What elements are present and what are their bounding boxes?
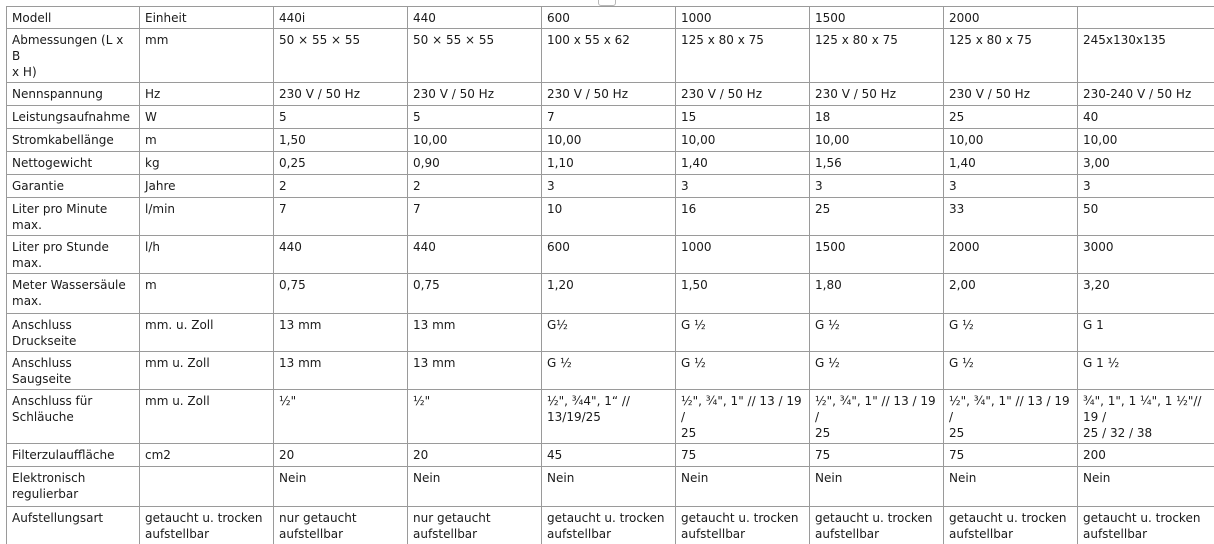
table-row xyxy=(7,7,1214,29)
table-cell: 13 mm xyxy=(274,314,408,352)
table-cell: m xyxy=(140,129,274,152)
table-cell: 10,00 xyxy=(542,129,676,152)
table-cell: 15 xyxy=(676,106,810,129)
table-row xyxy=(7,236,1214,274)
table-cell: mm u. Zoll xyxy=(140,352,274,390)
table-row xyxy=(7,198,1214,236)
table-cell: getaucht u. trocken aufstellbar xyxy=(944,507,1078,544)
table-cell: G ½ xyxy=(944,352,1078,390)
row-label-cell: Abmessungen (L x B x H) xyxy=(7,29,140,83)
header-cell xyxy=(1078,7,1214,29)
table-cell xyxy=(140,467,274,507)
table-cell: 3 xyxy=(944,175,1078,198)
table-cell: 1,20 xyxy=(542,274,676,314)
row-label-cell: Liter pro Minute max. xyxy=(7,198,140,236)
table-cell: 10,00 xyxy=(408,129,542,152)
table-cell: 3 xyxy=(676,175,810,198)
table-cell: 3 xyxy=(542,175,676,198)
row-label-cell: Anschluss für Schläuche xyxy=(7,390,140,444)
row-label-cell: Stromkabellänge xyxy=(7,129,140,152)
table-cell: 0,25 xyxy=(274,152,408,175)
table-cell: 50 × 55 × 55 xyxy=(274,29,408,83)
table-cell: Nein xyxy=(676,467,810,507)
table-cell: ½" xyxy=(408,390,542,444)
table-cell: nur getaucht aufstellbar xyxy=(274,507,408,544)
table-cell: 1500 xyxy=(810,236,944,274)
table-cell: 125 x 80 x 75 xyxy=(676,29,810,83)
table-cell: Nein xyxy=(542,467,676,507)
table-cell: G ½ xyxy=(676,314,810,352)
table-cell: l/h xyxy=(140,236,274,274)
row-label-cell: Elektronisch regulierbar xyxy=(7,467,140,507)
row-label-cell: Filterzulauffläche xyxy=(7,444,140,467)
table-cell: 10,00 xyxy=(944,129,1078,152)
table-cell: 25 xyxy=(944,106,1078,129)
table-cell: 40 xyxy=(1078,106,1214,129)
table-cell: 125 x 80 x 75 xyxy=(944,29,1078,83)
scroll-handle-icon[interactable] xyxy=(598,0,616,6)
table-row xyxy=(7,106,1214,129)
header-cell: 1500 xyxy=(810,7,944,29)
table-cell: ¾", 1", 1 ¼", 1 ½"// 19 / 25 / 32 / 38 xyxy=(1078,390,1214,444)
table-cell: G ½ xyxy=(542,352,676,390)
table-cell: G ½ xyxy=(810,352,944,390)
table-cell: 1,56 xyxy=(810,152,944,175)
table-cell: Nein xyxy=(408,467,542,507)
header-cell: 2000 xyxy=(944,7,1078,29)
table-cell: 3,00 xyxy=(1078,152,1214,175)
table-cell: 5 xyxy=(274,106,408,129)
table-cell: 2,00 xyxy=(944,274,1078,314)
table-cell: Nein xyxy=(944,467,1078,507)
row-label-cell: Liter pro Stunde max. xyxy=(7,236,140,274)
table-cell: G 1 xyxy=(1078,314,1214,352)
table-cell: 10,00 xyxy=(676,129,810,152)
table-cell: getaucht u. trocken aufstellbar xyxy=(140,507,274,544)
row-label-cell: Nettogewicht xyxy=(7,152,140,175)
table-row xyxy=(7,390,1214,444)
table-cell: l/min xyxy=(140,198,274,236)
table-cell: 1,50 xyxy=(274,129,408,152)
header-cell: 440i xyxy=(274,7,408,29)
table-cell: 245x130x135 xyxy=(1078,29,1214,83)
table-cell: 2 xyxy=(408,175,542,198)
table-cell: 10 xyxy=(542,198,676,236)
table-cell: 3,20 xyxy=(1078,274,1214,314)
table-cell: 230 V / 50 Hz xyxy=(542,83,676,106)
table-row xyxy=(7,152,1214,175)
table-cell: ½", ¾", 1" // 13 / 19 / 25 xyxy=(676,390,810,444)
table-cell: W xyxy=(140,106,274,129)
table-row xyxy=(7,352,1214,390)
table-cell: getaucht u. trocken aufstellbar xyxy=(810,507,944,544)
table-cell: 13 mm xyxy=(408,314,542,352)
table-cell: 3000 xyxy=(1078,236,1214,274)
table-cell: 75 xyxy=(810,444,944,467)
table-cell: 2000 xyxy=(944,236,1078,274)
table-cell: 10,00 xyxy=(1078,129,1214,152)
table-cell: 33 xyxy=(944,198,1078,236)
table-cell: 3 xyxy=(810,175,944,198)
table-cell: 3 xyxy=(1078,175,1214,198)
table-cell: 0,75 xyxy=(274,274,408,314)
specification-table xyxy=(6,6,1214,544)
header-cell: 600 xyxy=(542,7,676,29)
table-cell: 50 xyxy=(1078,198,1214,236)
table-row xyxy=(7,467,1214,507)
table-cell: 230 V / 50 Hz xyxy=(408,83,542,106)
table-cell: Nein xyxy=(274,467,408,507)
table-cell: ½", ¾4", 1“ // 13/19/25 xyxy=(542,390,676,444)
row-label-cell: Anschluss Saugseite xyxy=(7,352,140,390)
table-cell: 50 × 55 × 55 xyxy=(408,29,542,83)
table-cell: getaucht u. trocken aufstellbar xyxy=(1078,507,1214,544)
table-cell: 230 V / 50 Hz xyxy=(274,83,408,106)
table-cell: 100 x 55 x 62 xyxy=(542,29,676,83)
table-cell: 125 x 80 x 75 xyxy=(810,29,944,83)
table-cell: 230-240 V / 50 Hz xyxy=(1078,83,1214,106)
header-cell: 440 xyxy=(408,7,542,29)
table-cell: 10,00 xyxy=(810,129,944,152)
row-label-cell: Nennspannung xyxy=(7,83,140,106)
table-cell: 1,40 xyxy=(944,152,1078,175)
table-cell: 2 xyxy=(274,175,408,198)
table-cell: ½" xyxy=(274,390,408,444)
table-cell: 440 xyxy=(274,236,408,274)
table-cell: 0,75 xyxy=(408,274,542,314)
table-cell: G ½ xyxy=(944,314,1078,352)
table-row xyxy=(7,274,1214,314)
table-cell: G 1 ½ xyxy=(1078,352,1214,390)
header-cell: 1000 xyxy=(676,7,810,29)
table-cell: G½ xyxy=(542,314,676,352)
table-cell: 25 xyxy=(810,198,944,236)
table-row xyxy=(7,129,1214,152)
table-row xyxy=(7,507,1214,544)
row-label-cell: Leistungsaufnahme xyxy=(7,106,140,129)
table-cell: getaucht u. trocken aufstellbar xyxy=(542,507,676,544)
table-cell: m xyxy=(140,274,274,314)
table-cell: Nein xyxy=(810,467,944,507)
table-cell: mm xyxy=(140,29,274,83)
table-cell: 20 xyxy=(408,444,542,467)
table-cell: 200 xyxy=(1078,444,1214,467)
table-cell: cm2 xyxy=(140,444,274,467)
table-cell: mm. u. Zoll xyxy=(140,314,274,352)
row-label-cell: Anschluss Druckseite xyxy=(7,314,140,352)
table-cell: 230 V / 50 Hz xyxy=(676,83,810,106)
table-cell: getaucht u. trocken aufstellbar xyxy=(676,507,810,544)
table-cell: 230 V / 50 Hz xyxy=(810,83,944,106)
table-row xyxy=(7,444,1214,467)
table-cell: 18 xyxy=(810,106,944,129)
table-cell: 1,50 xyxy=(676,274,810,314)
table-cell: G ½ xyxy=(676,352,810,390)
table-cell: Jahre xyxy=(140,175,274,198)
table-row xyxy=(7,175,1214,198)
header-cell: Einheit xyxy=(140,7,274,29)
row-label-cell: Meter Wassersäule max. xyxy=(7,274,140,314)
table-cell: 13 mm xyxy=(274,352,408,390)
table-cell: nur getaucht aufstellbar xyxy=(408,507,542,544)
table-body xyxy=(7,7,1214,544)
row-label-cell: Aufstellungsart xyxy=(7,507,140,544)
table-cell: kg xyxy=(140,152,274,175)
table-cell: 16 xyxy=(676,198,810,236)
table-cell: 75 xyxy=(944,444,1078,467)
table-cell: 7 xyxy=(542,106,676,129)
table-cell: 7 xyxy=(408,198,542,236)
table-cell: mm u. Zoll xyxy=(140,390,274,444)
table-cell: 45 xyxy=(542,444,676,467)
table-cell: 7 xyxy=(274,198,408,236)
table-cell: Nein xyxy=(1078,467,1214,507)
table-cell: 440 xyxy=(408,236,542,274)
table-cell: 20 xyxy=(274,444,408,467)
table-cell: 230 V / 50 Hz xyxy=(944,83,1078,106)
table-cell: 600 xyxy=(542,236,676,274)
table-cell: 1,80 xyxy=(810,274,944,314)
table-cell: 13 mm xyxy=(408,352,542,390)
table-cell: 5 xyxy=(408,106,542,129)
table-row xyxy=(7,314,1214,352)
table-cell: 1000 xyxy=(676,236,810,274)
table-cell: G ½ xyxy=(810,314,944,352)
table-cell: 1,10 xyxy=(542,152,676,175)
table-cell: 0,90 xyxy=(408,152,542,175)
table-cell: 75 xyxy=(676,444,810,467)
row-label-cell: Modell xyxy=(7,7,140,29)
table-cell: ½", ¾", 1" // 13 / 19 / 25 xyxy=(810,390,944,444)
table-cell: Hz xyxy=(140,83,274,106)
table-cell: ½", ¾", 1" // 13 / 19 / 25 xyxy=(944,390,1078,444)
row-label-cell: Garantie xyxy=(7,175,140,198)
table-row xyxy=(7,83,1214,106)
table-row xyxy=(7,29,1214,83)
table-cell: 1,40 xyxy=(676,152,810,175)
